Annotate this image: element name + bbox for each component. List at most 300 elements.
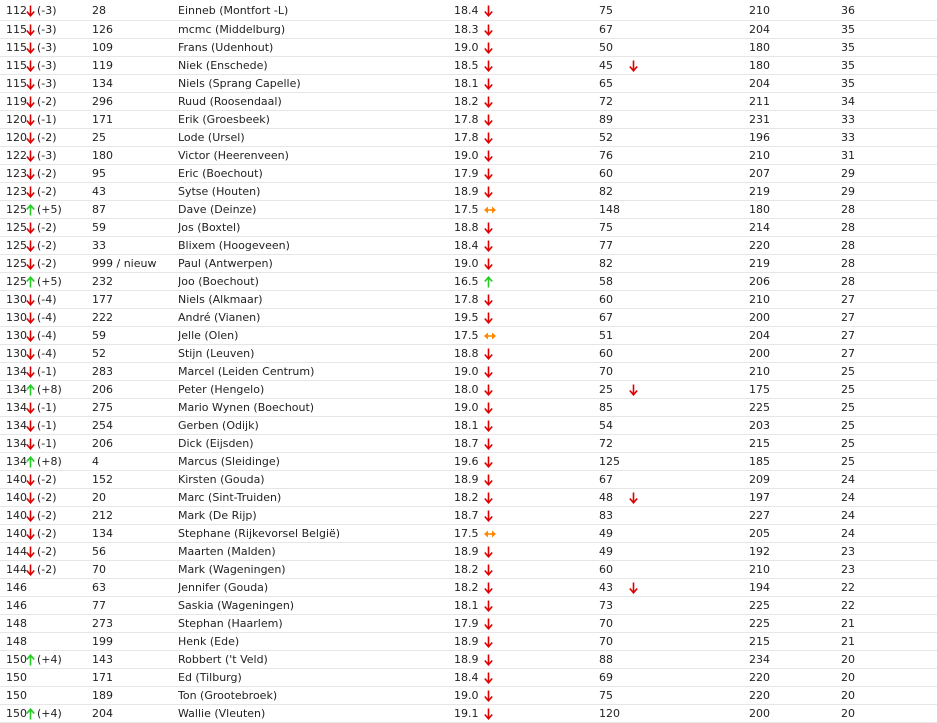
score-cell xyxy=(454,290,599,308)
score-value: 19.0 xyxy=(454,364,479,378)
score-value: 18.1 xyxy=(454,76,479,90)
score-value: 18.1 xyxy=(454,418,479,432)
table-row xyxy=(0,92,937,110)
hours-value: 88 xyxy=(599,652,613,666)
score-value: 17.9 xyxy=(454,166,479,180)
rank-change: (-2) xyxy=(37,544,57,558)
score-cell xyxy=(454,146,599,164)
arrow-down-icon xyxy=(26,42,35,54)
player-name: Marc (Sint-Truiden) xyxy=(178,488,454,506)
score-value: 16.5 xyxy=(454,274,479,288)
arrow-up-icon xyxy=(26,708,35,720)
rank-cell xyxy=(0,56,92,74)
arrow-down-icon xyxy=(484,474,493,486)
table-row xyxy=(0,488,937,506)
rank-value: 130 xyxy=(6,346,27,360)
rank-value: 115 xyxy=(6,58,27,72)
score-cell xyxy=(454,506,599,524)
rank-change: (-1) xyxy=(37,112,57,126)
arrow-down-icon xyxy=(26,24,35,36)
points-value: 28 xyxy=(841,218,937,236)
hours-value: 120 xyxy=(599,706,620,720)
arrow-down-icon xyxy=(484,402,493,414)
arrow-down-icon xyxy=(26,294,35,306)
previous-rank: 63 xyxy=(92,578,178,596)
score-cell xyxy=(454,56,599,74)
table-row xyxy=(0,164,937,182)
hours-cell xyxy=(599,164,749,182)
hours-value: 25 xyxy=(599,382,613,396)
previous-rank: 56 xyxy=(92,542,178,560)
rank-cell xyxy=(0,92,92,110)
table-row xyxy=(0,596,937,614)
player-name: Peter (Hengelo) xyxy=(178,380,454,398)
score-value: 18.8 xyxy=(454,346,479,360)
age-value: 225 xyxy=(749,596,841,614)
hours-value: 58 xyxy=(599,274,613,288)
age-value: 204 xyxy=(749,326,841,344)
age-value: 210 xyxy=(749,290,841,308)
arrow-down-icon xyxy=(484,258,493,270)
hours-value: 89 xyxy=(599,112,613,126)
previous-rank: 70 xyxy=(92,560,178,578)
hours-cell xyxy=(599,542,749,560)
age-value: 194 xyxy=(749,578,841,596)
arrow-down-icon xyxy=(26,402,35,414)
rank-change: (-1) xyxy=(37,400,57,414)
score-cell xyxy=(454,164,599,182)
hours-cell xyxy=(599,650,749,668)
hours-cell xyxy=(599,20,749,38)
points-value: 27 xyxy=(841,308,937,326)
hours-value: 75 xyxy=(599,220,613,234)
points-value: 21 xyxy=(841,614,937,632)
arrow-down-icon xyxy=(484,132,493,144)
hours-value: 45 xyxy=(599,58,613,72)
rank-change: (-2) xyxy=(37,256,57,270)
rank-value: 144 xyxy=(6,562,27,576)
hours-cell xyxy=(599,560,749,578)
arrow-down-icon xyxy=(484,42,493,54)
score-cell xyxy=(454,416,599,434)
score-cell xyxy=(454,398,599,416)
player-name: mcmc (Middelburg) xyxy=(178,20,454,38)
arrow-down-icon xyxy=(484,240,493,252)
age-value: 175 xyxy=(749,380,841,398)
hours-value: 72 xyxy=(599,436,613,450)
hours-cell xyxy=(599,632,749,650)
table-row xyxy=(0,182,937,200)
rank-change: (-2) xyxy=(37,238,57,252)
table-row xyxy=(0,578,937,596)
score-cell xyxy=(454,200,599,218)
player-name: Einneb (Montfort -L) xyxy=(178,2,454,20)
arrow-down-icon xyxy=(484,672,493,684)
rank-change: (-4) xyxy=(37,310,57,324)
age-value: 225 xyxy=(749,398,841,416)
score-value: 17.8 xyxy=(454,292,479,306)
score-value: 18.5 xyxy=(454,58,479,72)
rank-cell xyxy=(0,542,92,560)
score-value: 18.9 xyxy=(454,544,479,558)
player-name: Dick (Eijsden) xyxy=(178,434,454,452)
hours-cell xyxy=(599,704,749,722)
arrow-down-icon xyxy=(484,312,493,324)
arrow-down-icon xyxy=(484,708,493,720)
score-cell xyxy=(454,38,599,56)
age-value: 220 xyxy=(749,236,841,254)
rank-value: 119 xyxy=(6,94,27,108)
score-value: 18.9 xyxy=(454,472,479,486)
rank-cell xyxy=(0,416,92,434)
rank-change: (+8) xyxy=(37,454,62,468)
rank-change: (+4) xyxy=(37,652,62,666)
table-row xyxy=(0,218,937,236)
hours-value: 70 xyxy=(599,364,613,378)
player-name: Mario Wynen (Boechout) xyxy=(178,398,454,416)
score-value: 17.9 xyxy=(454,616,479,630)
arrow-down-icon xyxy=(484,96,493,108)
arrow-up-icon xyxy=(484,276,493,288)
arrow-left-right-icon xyxy=(484,530,496,538)
score-value: 18.2 xyxy=(454,490,479,504)
arrow-down-icon xyxy=(26,546,35,558)
rank-value: 115 xyxy=(6,22,27,36)
rank-cell xyxy=(0,362,92,380)
rank-cell xyxy=(0,452,92,470)
score-cell xyxy=(454,704,599,722)
rank-value: 134 xyxy=(6,418,27,432)
hours-value: 83 xyxy=(599,508,613,522)
hours-value: 69 xyxy=(599,670,613,684)
rank-cell xyxy=(0,182,92,200)
points-value: 23 xyxy=(841,560,937,578)
rank-value: 125 xyxy=(6,256,27,270)
rank-change: (-2) xyxy=(37,472,57,486)
arrow-down-icon xyxy=(484,186,493,198)
player-name: Lode (Ursel) xyxy=(178,128,454,146)
score-value: 18.8 xyxy=(454,220,479,234)
arrow-down-icon xyxy=(26,186,35,198)
arrow-up-icon xyxy=(26,654,35,666)
previous-rank: 59 xyxy=(92,326,178,344)
rank-cell xyxy=(0,614,92,632)
score-cell xyxy=(454,2,599,20)
score-cell xyxy=(454,326,599,344)
score-value: 19.0 xyxy=(454,400,479,414)
arrow-down-icon xyxy=(26,258,35,270)
hours-cell xyxy=(599,2,749,20)
rank-change: (-2) xyxy=(37,166,57,180)
age-value: 210 xyxy=(749,560,841,578)
arrow-down-icon xyxy=(484,348,493,360)
hours-cell xyxy=(599,272,749,290)
age-value: 204 xyxy=(749,74,841,92)
player-name: Stijn (Leuven) xyxy=(178,344,454,362)
age-value: 180 xyxy=(749,56,841,74)
arrow-down-icon xyxy=(26,240,35,252)
arrow-down-icon xyxy=(484,456,493,468)
rank-value: 125 xyxy=(6,238,27,252)
arrow-left-right-icon xyxy=(484,206,496,214)
previous-rank: 87 xyxy=(92,200,178,218)
age-value: 215 xyxy=(749,632,841,650)
points-value: 33 xyxy=(841,110,937,128)
score-cell xyxy=(454,182,599,200)
rank-value: 123 xyxy=(6,184,27,198)
previous-rank: 222 xyxy=(92,308,178,326)
table-row xyxy=(0,542,937,560)
score-value: 18.9 xyxy=(454,184,479,198)
rank-change: (-1) xyxy=(37,418,57,432)
hours-cell xyxy=(599,470,749,488)
points-value: 24 xyxy=(841,470,937,488)
hours-value: 67 xyxy=(599,472,613,486)
points-value: 20 xyxy=(841,650,937,668)
ranking-table xyxy=(0,2,937,723)
hours-cell xyxy=(599,38,749,56)
age-value: 200 xyxy=(749,308,841,326)
previous-rank: 20 xyxy=(92,488,178,506)
points-value: 22 xyxy=(841,596,937,614)
player-name: Robbert ('t Veld) xyxy=(178,650,454,668)
rank-cell xyxy=(0,200,92,218)
rank-change: (-2) xyxy=(37,184,57,198)
arrow-down-icon xyxy=(26,348,35,360)
age-value: 220 xyxy=(749,668,841,686)
hours-value: 54 xyxy=(599,418,613,432)
player-name: Niek (Enschede) xyxy=(178,56,454,74)
player-name: Maarten (Malden) xyxy=(178,542,454,560)
score-value: 18.9 xyxy=(454,652,479,666)
table-row xyxy=(0,146,937,164)
score-value: 18.4 xyxy=(454,4,479,18)
age-value: 225 xyxy=(749,614,841,632)
arrow-down-icon xyxy=(484,366,493,378)
score-cell xyxy=(454,254,599,272)
hours-cell xyxy=(599,218,749,236)
table-row xyxy=(0,128,937,146)
arrow-down-icon xyxy=(26,564,35,576)
rank-change: (-3) xyxy=(37,148,57,162)
player-name: Jelle (Olen) xyxy=(178,326,454,344)
hours-value: 72 xyxy=(599,94,613,108)
score-value: 18.0 xyxy=(454,382,479,396)
points-value: 20 xyxy=(841,704,937,722)
arrow-down-icon xyxy=(484,654,493,666)
arrow-down-icon xyxy=(484,150,493,162)
points-value: 35 xyxy=(841,56,937,74)
rank-cell xyxy=(0,632,92,650)
score-value: 18.2 xyxy=(454,94,479,108)
score-value: 19.6 xyxy=(454,454,479,468)
rank-value: 130 xyxy=(6,292,27,306)
arrow-down-icon xyxy=(629,60,638,72)
rank-cell xyxy=(0,578,92,596)
rank-cell xyxy=(0,434,92,452)
hours-value: 49 xyxy=(599,544,613,558)
arrow-down-icon xyxy=(26,420,35,432)
score-cell xyxy=(454,236,599,254)
rank-change: (-4) xyxy=(37,292,57,306)
previous-rank: 134 xyxy=(92,74,178,92)
player-name: Eric (Boechout) xyxy=(178,164,454,182)
rank-change: (-1) xyxy=(37,436,57,450)
arrow-up-icon xyxy=(26,384,35,396)
rank-change: (-2) xyxy=(37,526,57,540)
arrow-down-icon xyxy=(629,492,638,504)
rank-value: 125 xyxy=(6,202,27,216)
previous-rank: 180 xyxy=(92,146,178,164)
rank-cell xyxy=(0,380,92,398)
previous-rank: 119 xyxy=(92,56,178,74)
table-row xyxy=(0,2,937,20)
previous-rank: 109 xyxy=(92,38,178,56)
player-name: Sytse (Houten) xyxy=(178,182,454,200)
previous-rank: 273 xyxy=(92,614,178,632)
arrow-down-icon xyxy=(26,474,35,486)
arrow-down-icon xyxy=(484,24,493,36)
score-cell xyxy=(454,452,599,470)
player-name: Jos (Boxtel) xyxy=(178,218,454,236)
arrow-down-icon xyxy=(26,96,35,108)
hours-cell xyxy=(599,236,749,254)
age-value: 220 xyxy=(749,686,841,704)
rank-value: 134 xyxy=(6,400,27,414)
previous-rank: 189 xyxy=(92,686,178,704)
score-cell xyxy=(454,20,599,38)
age-value: 219 xyxy=(749,182,841,200)
arrow-down-icon xyxy=(484,690,493,702)
age-value: 210 xyxy=(749,362,841,380)
rank-value: 130 xyxy=(6,328,27,342)
score-cell xyxy=(454,344,599,362)
points-value: 29 xyxy=(841,164,937,182)
points-value: 34 xyxy=(841,92,937,110)
rank-cell xyxy=(0,506,92,524)
rank-change: (-3) xyxy=(37,40,57,54)
score-cell xyxy=(454,470,599,488)
score-cell xyxy=(454,632,599,650)
table-row xyxy=(0,686,937,704)
age-value: 180 xyxy=(749,38,841,56)
hours-cell xyxy=(599,56,749,74)
rank-value: 134 xyxy=(6,454,27,468)
points-value: 31 xyxy=(841,146,937,164)
table-row xyxy=(0,524,937,542)
age-value: 180 xyxy=(749,200,841,218)
player-name: Ruud (Roosendaal) xyxy=(178,92,454,110)
arrow-down-icon xyxy=(26,366,35,378)
hours-cell xyxy=(599,128,749,146)
rank-value: 140 xyxy=(6,490,27,504)
score-value: 19.0 xyxy=(454,40,479,54)
points-value: 25 xyxy=(841,452,937,470)
arrow-down-icon xyxy=(484,60,493,72)
score-value: 18.4 xyxy=(454,238,479,252)
table-row xyxy=(0,308,937,326)
previous-rank: 134 xyxy=(92,524,178,542)
table-row xyxy=(0,38,937,56)
arrow-up-icon xyxy=(26,204,35,216)
score-cell xyxy=(454,362,599,380)
rank-cell xyxy=(0,704,92,722)
hours-cell xyxy=(599,434,749,452)
rank-value: 134 xyxy=(6,382,27,396)
hours-value: 49 xyxy=(599,526,613,540)
score-cell xyxy=(454,668,599,686)
rank-value: 134 xyxy=(6,364,27,378)
age-value: 207 xyxy=(749,164,841,182)
hours-cell xyxy=(599,308,749,326)
score-cell xyxy=(454,110,599,128)
score-value: 19.0 xyxy=(454,148,479,162)
rank-cell xyxy=(0,20,92,38)
arrow-down-icon xyxy=(26,438,35,450)
hours-cell xyxy=(599,506,749,524)
previous-rank: 206 xyxy=(92,380,178,398)
points-value: 24 xyxy=(841,524,937,542)
player-name: Marcel (Leiden Centrum) xyxy=(178,362,454,380)
score-cell xyxy=(454,596,599,614)
rank-value: 112 xyxy=(6,4,27,18)
hours-value: 148 xyxy=(599,202,620,216)
rank-change: (-2) xyxy=(37,562,57,576)
age-value: 192 xyxy=(749,542,841,560)
table-row xyxy=(0,272,937,290)
rank-cell xyxy=(0,470,92,488)
hours-value: 60 xyxy=(599,292,613,306)
player-name: Frans (Udenhout) xyxy=(178,38,454,56)
hours-cell xyxy=(599,290,749,308)
player-name: Ton (Grootebroek) xyxy=(178,686,454,704)
previous-rank: 52 xyxy=(92,344,178,362)
score-value: 18.7 xyxy=(454,508,479,522)
rank-value: 125 xyxy=(6,274,27,288)
hours-value: 67 xyxy=(599,22,613,36)
age-value: 209 xyxy=(749,470,841,488)
arrow-down-icon xyxy=(484,5,493,17)
player-name: Mark (Wageningen) xyxy=(178,560,454,578)
points-value: 28 xyxy=(841,272,937,290)
points-value: 25 xyxy=(841,398,937,416)
hours-value: 75 xyxy=(599,688,613,702)
player-name: Erik (Groesbeek) xyxy=(178,110,454,128)
previous-rank: 126 xyxy=(92,20,178,38)
rank-change: (-1) xyxy=(37,364,57,378)
hours-cell xyxy=(599,380,749,398)
hours-cell xyxy=(599,614,749,632)
arrow-down-icon xyxy=(484,492,493,504)
player-name: Jennifer (Gouda) xyxy=(178,578,454,596)
rank-cell xyxy=(0,272,92,290)
score-value: 18.1 xyxy=(454,598,479,612)
hours-value: 125 xyxy=(599,454,620,468)
score-cell xyxy=(454,380,599,398)
rank-cell xyxy=(0,686,92,704)
points-value: 20 xyxy=(841,668,937,686)
points-value: 28 xyxy=(841,200,937,218)
player-name: Victor (Heerenveen) xyxy=(178,146,454,164)
player-name: Kirsten (Gouda) xyxy=(178,470,454,488)
rank-cell xyxy=(0,236,92,254)
rank-value: 140 xyxy=(6,526,27,540)
arrow-down-icon xyxy=(26,132,35,144)
rank-cell xyxy=(0,326,92,344)
table-row xyxy=(0,704,937,722)
previous-rank: 232 xyxy=(92,272,178,290)
hours-value: 52 xyxy=(599,130,613,144)
